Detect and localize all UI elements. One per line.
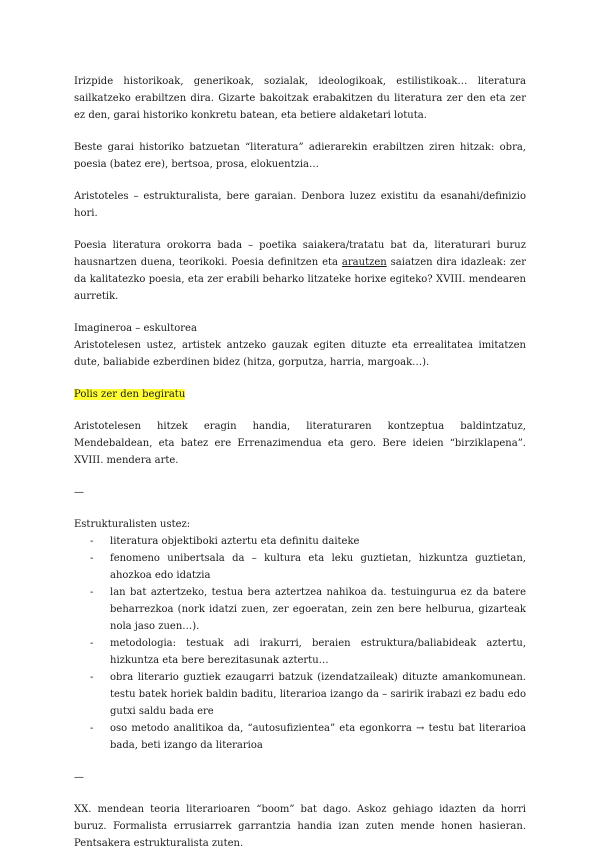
paragraph-aristotle: Aristoteles – estrukturalista, bere garaian. Denbora luzez existitu da esanahi/definizio hori.: [74, 191, 526, 219]
list-item: - fenomeno unibertsala da – kultura eta leku guztietan, hizkuntza guztietan, ahozkoa edo idatzia: [74, 550, 526, 584]
imagineroa-heading: Imagineroa – eskultorea: [74, 323, 197, 334]
underlined-word: arautzen: [341, 257, 387, 268]
dash-marker: -: [90, 536, 94, 547]
poetics-text-end: saiatzen dira idazleak: zer da kalitatezko poesia, eta zer erabili beharko litzateke horixe egiteko? XVIII. mendearen aurretik.: [74, 257, 526, 302]
dash-marker: -: [90, 587, 94, 598]
paragraph-twentieth-century: XX. mendean teoria literarioaren “boom” bat dago. Askoz gehiago idazten da horri buruz. Formalista errusiarrek garrantzia handia izan zuten mende honen hasieran. Pentsakera estrukturalista zuten.: [74, 804, 526, 849]
paragraph-classification-criteria: Irizpide historikoak, generikoak, sozialak, ideologikoak, estilistikoak… literatura sailkatzeko erabiltzen dira. Gizarte bakoitzak erabakitzen du literatura zer den eta zer ez den, garai historiko konkretu batean, eta betiere aldaketari lotuta.: [74, 76, 526, 121]
dash-marker: -: [90, 638, 94, 649]
list-title: Estrukturalisten ustez:: [74, 519, 191, 530]
list-item: - obra literario guztiek ezaugarri batzuk (izendatzaileak) dituzte amankomunean. testu batek horiek baldin baditu, literarioa izango da – saririk irabazi ez badu edo gutxi saldu bada ere: [74, 669, 526, 720]
list-item: - lan bat aztertzeko, testua bera aztertzea nahikoa da. testuingurua ez da batere beharrezkoa (nork idatzi zuen, zer egoeratan, zein zen bere helburua, gizarteak nola jaso zuen…).: [74, 584, 526, 635]
poetics-text-start: Poesia literatura orokorra bada – poetika saiakera/tratatu bat da, literaturari buruz hausnartzen duena, teorikoki. Poesia definitzen eta: [74, 240, 526, 268]
paragraph-poetics: [74, 237, 526, 305]
list-item: - literatura objektiboki aztertu eta definitu daiteke: [74, 533, 526, 550]
list-item: - metodologia: testuak adi irakurri, beraien estruktura/baliabideak aztertu, hizkuntza eta bere berezitasunak aztertu…: [74, 635, 526, 669]
paragraph-imitation: Aristotelesen ustez, artistek antzeko gauzak egiten dituzte eta errealitatea imitatzen dute, baliabide ezberdinen bidez (hitza, gorputza, harria, margoak…).: [74, 340, 526, 368]
dash-marker: -: [90, 723, 94, 734]
paragraph-historical-terms: Beste garai historiko batzuetan “literatura” adierarekin erabiltzen ziren hitzak: obra, poesia (batez ere), bertsoa, prosa, elokuentzia…: [74, 142, 526, 170]
highlighted-note: Polis zer den begiratu: [74, 389, 186, 400]
dash-marker: -: [90, 672, 94, 683]
structuralist-list: [74, 533, 526, 754]
dash-marker: -: [90, 553, 94, 564]
highlight-line: [74, 386, 526, 403]
list-item: - oso metodo analitikoa da, “autosufizientea” eta egonkorra → testu bat literarioa bada, beti izango da literarioa: [74, 720, 526, 754]
separator-1: —: [74, 487, 84, 498]
paragraph-influence: Aristotelesen hitzek eragin handia, literaturaren kontzeptua baldintzatuz, Mendebaldean, eta batez ere Errenazimendua eta gero. Bere ideien “birziklapena”. XVIII. mendera arte.: [74, 421, 526, 466]
separator-2: —: [74, 772, 84, 783]
